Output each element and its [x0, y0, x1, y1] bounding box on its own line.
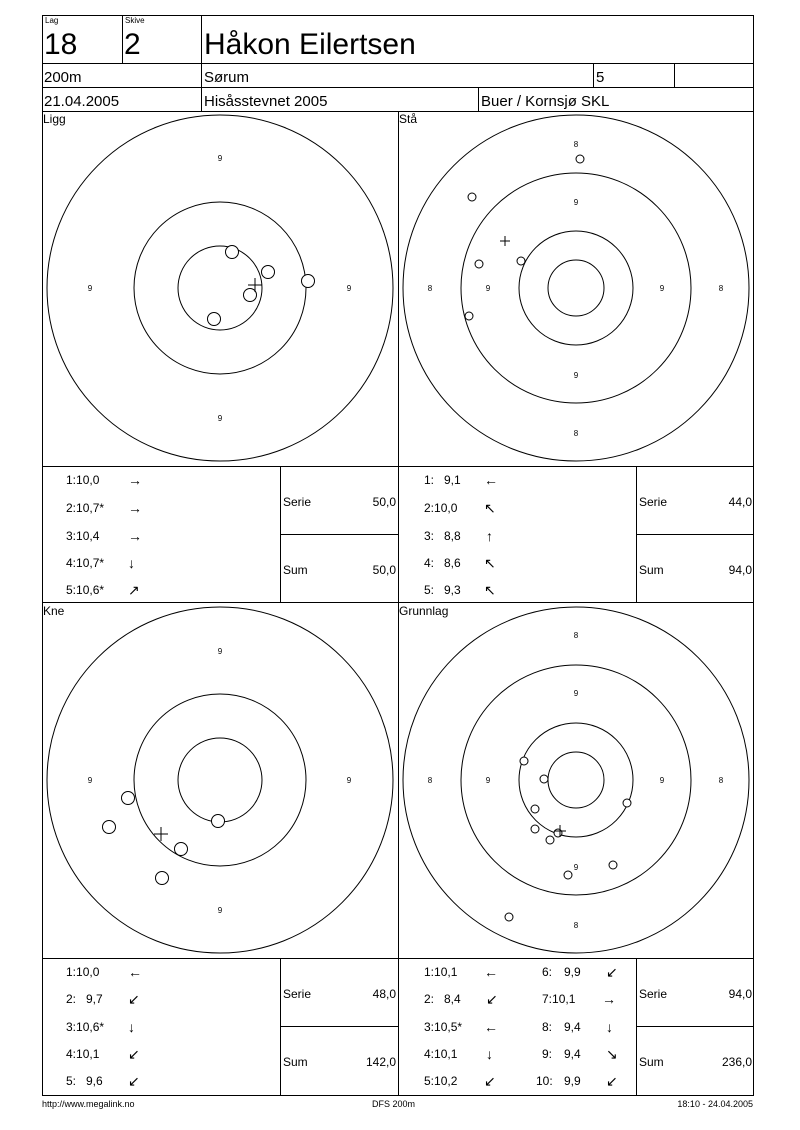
shot-row	[424, 1073, 496, 1089]
shot-number: 4:	[424, 556, 435, 570]
ring-label: 8	[427, 776, 433, 785]
shooter-name: Håkon Eilertsen	[204, 28, 416, 61]
direction-arrow-icon: ↙	[486, 991, 498, 1007]
shot-row	[424, 555, 496, 571]
shot-value: 9,4	[564, 1020, 581, 1034]
shot-row	[66, 1073, 140, 1089]
direction-arrow-icon: ↙	[128, 1046, 140, 1062]
ring-label: 8	[573, 631, 579, 640]
serie-value: 44,0	[728, 495, 752, 509]
ring-label: 9	[346, 776, 352, 785]
distance: 200m	[44, 69, 82, 86]
shot-number: 4:	[66, 1047, 77, 1061]
panel-title-sta: Stå	[399, 112, 418, 126]
shot-row	[424, 500, 496, 516]
shot-value: 8,6	[444, 556, 461, 570]
direction-arrow-icon: →	[128, 528, 142, 544]
shot-value: 9,9	[564, 1074, 581, 1088]
shot-hole	[302, 275, 315, 288]
direction-arrow-icon: ↗	[128, 582, 140, 598]
ring-label: 8	[427, 284, 433, 293]
ring-label: 9	[573, 198, 579, 207]
shot-hole	[520, 757, 528, 765]
shot-value: 10,1	[434, 1047, 458, 1061]
shot-row	[542, 964, 618, 980]
direction-arrow-icon: ↖	[484, 500, 496, 516]
shot-value: 9,1	[444, 473, 461, 487]
direction-arrow-icon: ↙	[484, 1073, 496, 1089]
shot-row	[66, 500, 142, 516]
ring-label: 9	[346, 284, 352, 293]
shot-hole	[262, 266, 275, 279]
shot-value: 10,5*	[434, 1020, 463, 1034]
ring-label: 9	[573, 371, 579, 380]
sum-label: Sum	[639, 1055, 664, 1069]
shot-number: 3:	[424, 1020, 435, 1034]
direction-arrow-icon: ↙	[606, 964, 618, 980]
shot-row	[66, 472, 142, 488]
direction-arrow-icon: ↙	[128, 991, 140, 1007]
shot-number: 5:	[66, 1074, 77, 1088]
shot-value: 10,7*	[76, 556, 105, 570]
shot-row	[66, 1019, 135, 1035]
ring-label: 9	[485, 284, 491, 293]
event-name: Hisåsstevnet 2005	[204, 93, 328, 110]
shot-number: 2:	[424, 501, 435, 515]
shot-row	[66, 991, 140, 1007]
shot-row	[424, 472, 498, 488]
direction-arrow-icon: →	[128, 472, 142, 488]
shot-number: 3:	[66, 1020, 77, 1034]
footer-url[interactable]: http://www.megalink.no	[42, 1099, 135, 1109]
shot-hole	[505, 913, 513, 921]
target-grunnlag	[398, 603, 754, 958]
shot-row	[542, 1046, 618, 1062]
shot-value: 9,7	[86, 992, 103, 1006]
shot-hole	[212, 815, 225, 828]
shot-number: 2:	[424, 992, 435, 1006]
shot-number: 1:	[66, 473, 77, 487]
target-ligg	[42, 111, 398, 466]
serie-value: 50,0	[372, 495, 396, 509]
shot-value: 10,7*	[76, 501, 105, 515]
sum-value: 50,0	[372, 563, 396, 577]
ring-label: 9	[573, 863, 579, 872]
date: 21.04.2005	[44, 93, 120, 110]
shot-row	[542, 1019, 613, 1035]
direction-arrow-icon: ←	[484, 964, 498, 980]
shot-number: 8:	[542, 1020, 553, 1034]
center-of-group-mark	[500, 236, 510, 246]
serie-label: Serie	[639, 987, 668, 1001]
shot-hole	[517, 257, 525, 265]
footer-program: DFS 200m	[372, 1099, 416, 1109]
panel-title-ligg: Ligg	[43, 112, 66, 126]
direction-arrow-icon: ↙	[606, 1073, 618, 1089]
direction-arrow-icon: →	[602, 991, 616, 1007]
ring-label: 9	[217, 414, 223, 423]
shot-number: 1:	[424, 965, 435, 979]
shot-row	[424, 964, 498, 980]
lag-value: 18	[44, 28, 78, 61]
shot-hole	[554, 829, 562, 837]
direction-arrow-icon: ↖	[484, 555, 496, 571]
shot-hole	[208, 313, 221, 326]
sum-value: 236,0	[721, 1055, 752, 1069]
skive-value: 2	[124, 28, 141, 61]
shot-value: 10,1	[76, 1047, 100, 1061]
shot-value: 10,0	[76, 965, 100, 979]
shot-row	[424, 528, 493, 544]
shot-value: 10,0	[76, 473, 100, 487]
direction-arrow-icon: ↓	[128, 555, 135, 571]
shot-row	[66, 1046, 140, 1062]
sum-label: Sum	[283, 563, 308, 577]
direction-arrow-icon: ↓	[606, 1019, 613, 1035]
panel-title-kne: Kne	[43, 604, 65, 618]
serie-value: 48,0	[372, 987, 396, 1001]
shot-number: 2:	[66, 992, 77, 1006]
shot-value: 9,6	[86, 1074, 103, 1088]
shot-hole	[156, 872, 169, 885]
sum-value: 94,0	[728, 563, 752, 577]
shot-number: 9:	[542, 1047, 553, 1061]
shot-hole	[609, 861, 617, 869]
direction-arrow-icon: ←	[484, 1019, 498, 1035]
shot-row	[66, 582, 140, 598]
serie-label: Serie	[283, 987, 312, 1001]
lag-label: Lag	[45, 16, 59, 25]
shot-value: 10,1	[552, 992, 576, 1006]
shot-number: 2:	[66, 501, 77, 515]
shot-number: 7:	[542, 992, 553, 1006]
shot-value: 9,9	[564, 965, 581, 979]
field-5: 5	[596, 69, 605, 86]
target-sta	[398, 111, 754, 466]
direction-arrow-icon: ↓	[128, 1019, 135, 1035]
shot-hole	[564, 871, 572, 879]
direction-arrow-icon: ↙	[128, 1073, 140, 1089]
location: Sørum	[204, 69, 249, 86]
ring-label: 9	[87, 776, 93, 785]
ring-label: 9	[217, 154, 223, 163]
shot-row	[66, 964, 142, 980]
sum-label: Sum	[639, 563, 664, 577]
ring-label: 9	[485, 776, 491, 785]
serie-label: Serie	[283, 495, 312, 509]
club-name: Buer / Kornsjø SKL	[481, 93, 610, 110]
shot-hole	[576, 155, 584, 163]
target-kne	[42, 603, 398, 958]
shot-value: 9,4	[564, 1047, 581, 1061]
direction-arrow-icon: →	[128, 500, 142, 516]
skive-label: Skive	[125, 16, 145, 25]
shot-row	[424, 1019, 498, 1035]
shot-row	[424, 1046, 493, 1062]
shot-row	[536, 1073, 618, 1089]
shot-number: 10:	[536, 1074, 553, 1088]
shot-number: 5:	[424, 583, 435, 597]
shot-hole	[226, 246, 239, 259]
ring-label: 8	[573, 429, 579, 438]
shot-row	[66, 528, 142, 544]
shot-number: 3:	[66, 529, 77, 543]
shot-value: 10,4	[76, 529, 100, 543]
shot-number: 6:	[542, 965, 553, 979]
shot-number: 1:	[424, 473, 435, 487]
shot-number: 5:	[424, 1074, 435, 1088]
shot-value: 10,1	[434, 965, 458, 979]
ring-label: 9	[659, 284, 665, 293]
footer-timestamp: 18:10 - 24.04.2005	[677, 1099, 753, 1109]
shot-hole	[122, 792, 135, 805]
shot-number: 4:	[424, 1047, 435, 1061]
shot-hole	[468, 193, 476, 201]
shot-value: 9,3	[444, 583, 461, 597]
shot-number: 1:	[66, 965, 77, 979]
shot-hole	[465, 312, 473, 320]
shot-value: 8,8	[444, 529, 461, 543]
serie-label: Serie	[639, 495, 668, 509]
shot-value: 10,6*	[76, 1020, 105, 1034]
shot-row	[66, 555, 135, 571]
serie-value: 94,0	[728, 987, 752, 1001]
ring-label: 9	[87, 284, 93, 293]
ring-label: 8	[718, 776, 724, 785]
shot-value: 8,4	[444, 992, 461, 1006]
shot-value: 10,6*	[76, 583, 105, 597]
shot-row	[542, 991, 616, 1007]
shot-value: 10,2	[434, 1074, 458, 1088]
ring-label: 9	[573, 689, 579, 698]
center-of-group-mark	[154, 827, 168, 841]
shot-hole	[103, 821, 116, 834]
ring-label: 8	[573, 140, 579, 149]
direction-arrow-icon: ↑	[486, 528, 493, 544]
shot-hole	[546, 836, 554, 844]
shot-row	[424, 991, 498, 1007]
direction-arrow-icon: ←	[128, 964, 142, 980]
shot-hole	[623, 799, 631, 807]
shot-hole	[175, 843, 188, 856]
direction-arrow-icon: ↘	[606, 1046, 618, 1062]
ring-label: 9	[217, 906, 223, 915]
shot-number: 3:	[424, 529, 435, 543]
shot-hole	[540, 775, 548, 783]
sum-label: Sum	[283, 1055, 308, 1069]
ring-label: 8	[718, 284, 724, 293]
ring-label: 9	[659, 776, 665, 785]
shot-row	[424, 582, 496, 598]
ring-label: 9	[217, 647, 223, 656]
direction-arrow-icon: ↖	[484, 582, 496, 598]
direction-arrow-icon: ←	[484, 472, 498, 488]
shot-hole	[475, 260, 483, 268]
shot-value: 10,0	[434, 501, 458, 515]
sum-value: 142,0	[365, 1055, 396, 1069]
direction-arrow-icon: ↓	[486, 1046, 493, 1062]
ring-label: 8	[573, 921, 579, 930]
shot-hole	[531, 825, 539, 833]
panel-title-grunnlag: Grunnlag	[399, 604, 449, 618]
shot-hole	[531, 805, 539, 813]
shot-number: 5:	[66, 583, 77, 597]
shot-number: 4:	[66, 556, 77, 570]
